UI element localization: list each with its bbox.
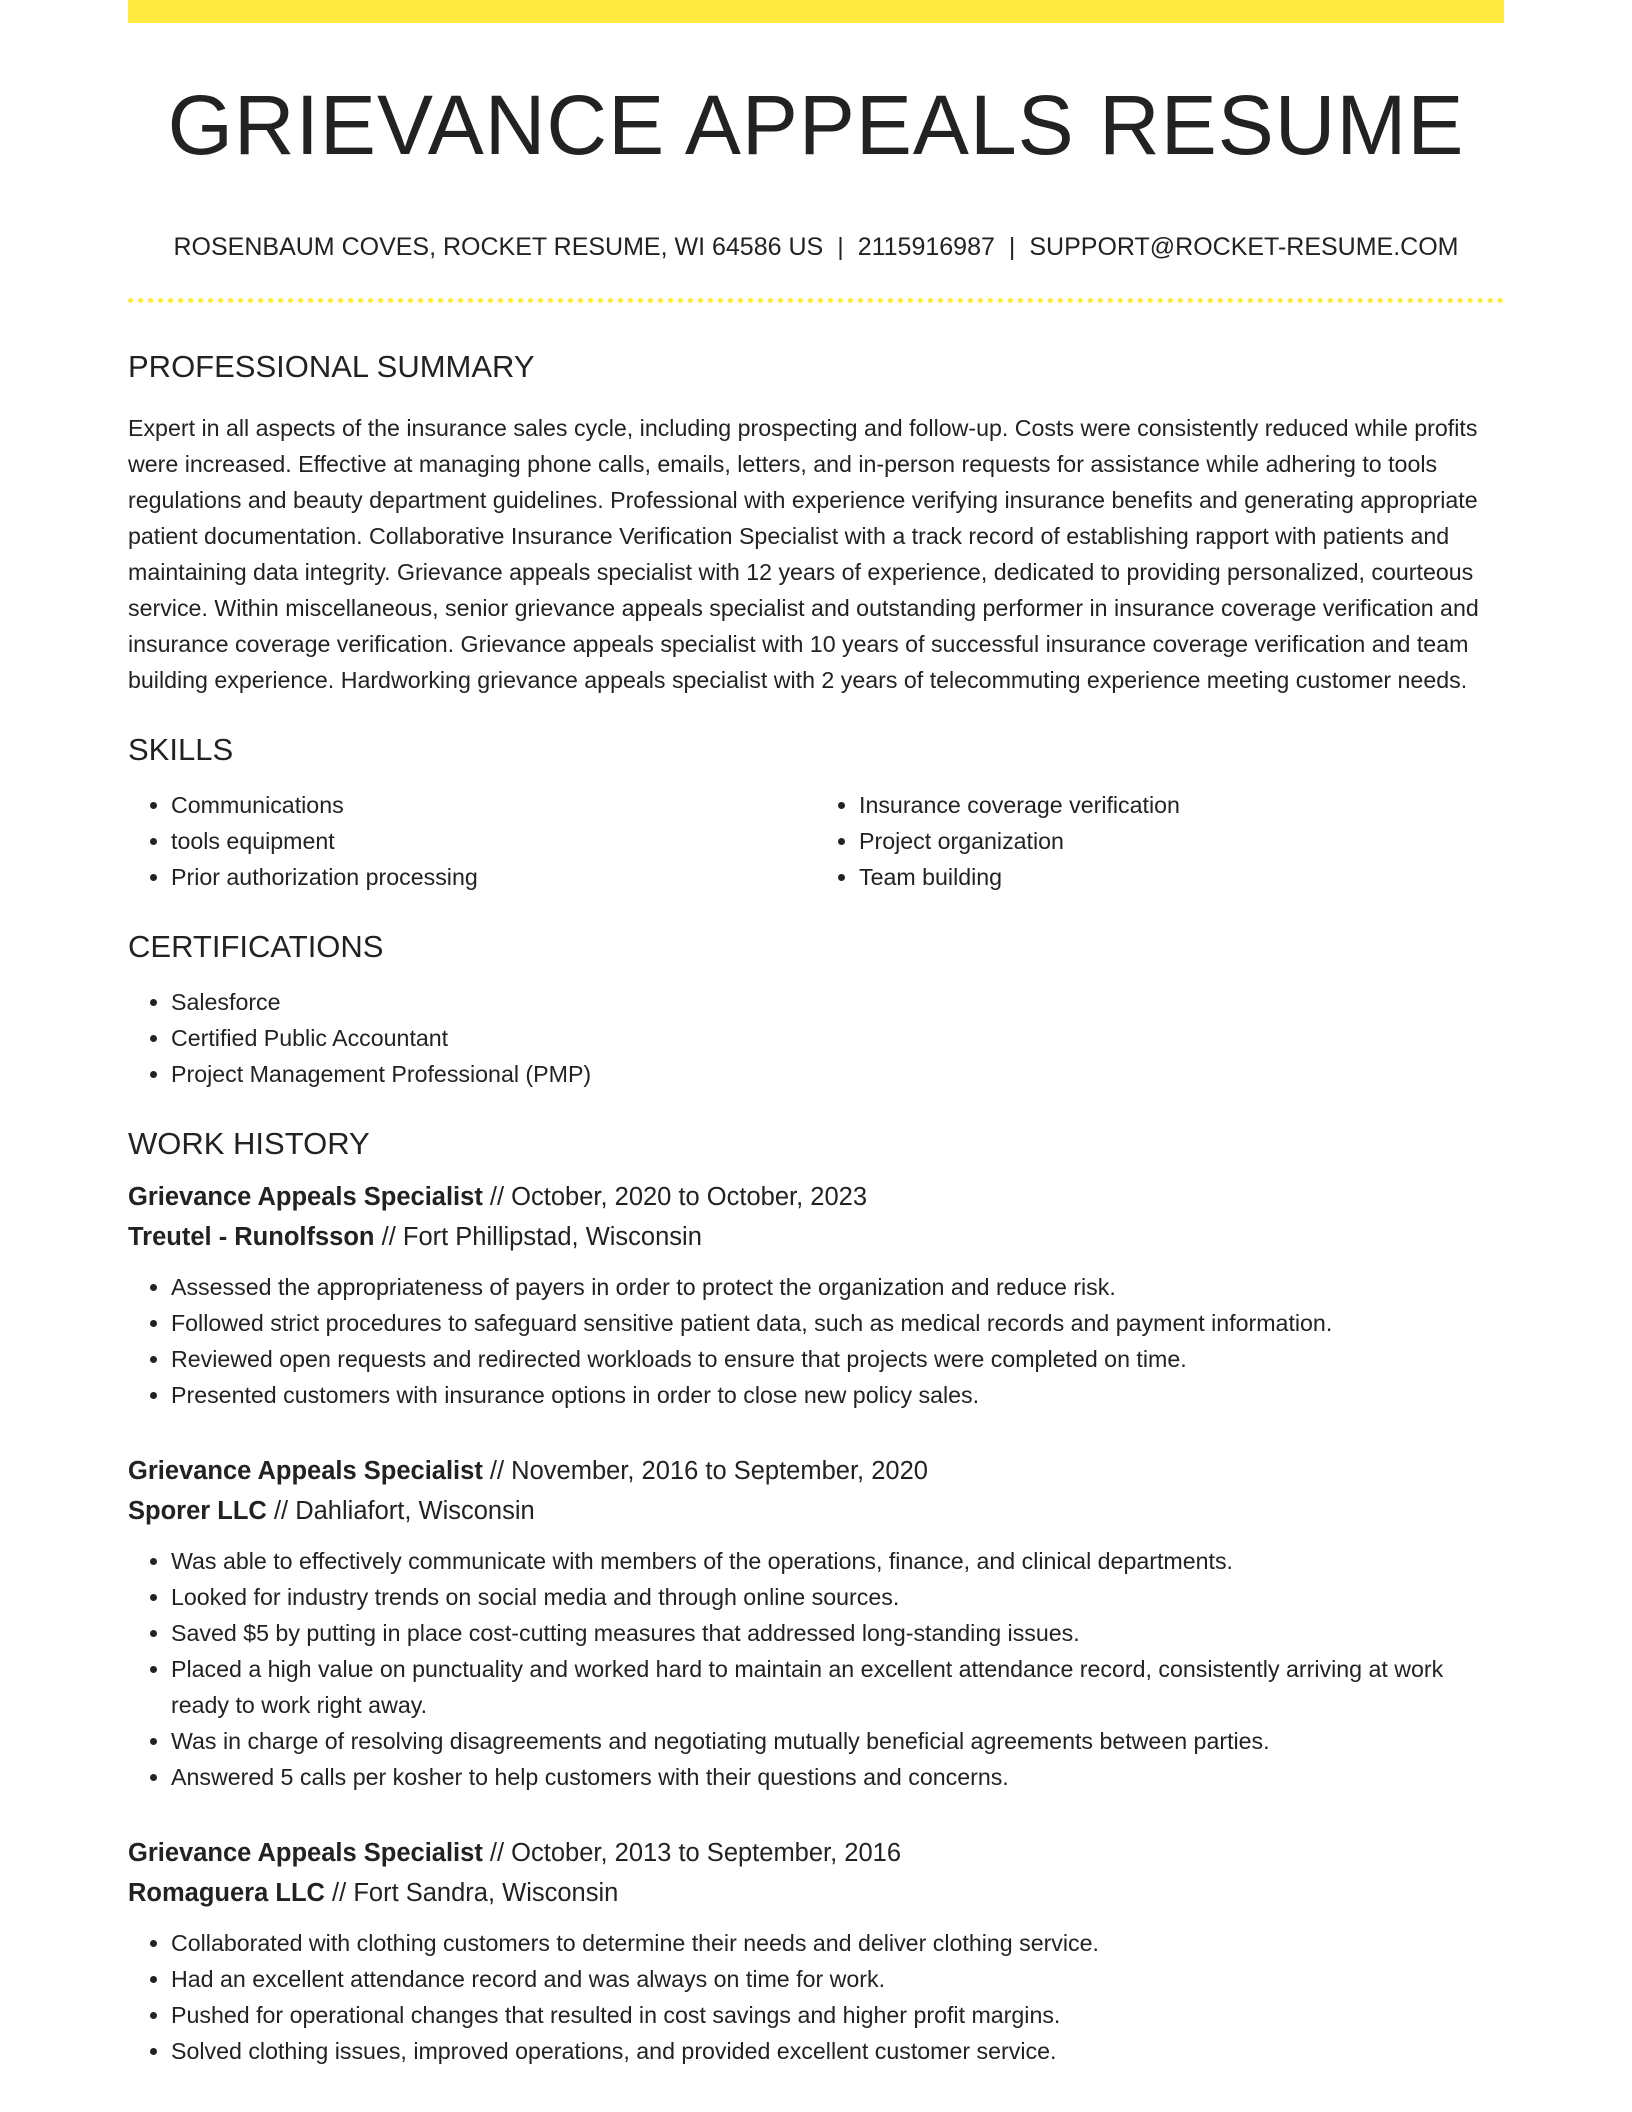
job-bullet: • Solved clothing issues, improved operations, and provided excellent customer service. <box>171 2033 1504 2069</box>
contact-phone: 2115916987 <box>857 233 995 261</box>
certification-item: • Project Management Professional (PMP) <box>171 1056 1504 1092</box>
job-bullet: • Was in charge of resolving disagreements and negotiating mutually beneficial agreements between parties. <box>171 1723 1504 1759</box>
contact-separator: | <box>1008 233 1016 261</box>
certifications-heading: CERTIFICATIONS <box>128 929 384 964</box>
skill-item: • tools equipment <box>171 823 816 859</box>
job-company: Romaguera LLC <box>128 1879 325 1907</box>
summary-text: Expert in all aspects of the insurance sales cycle, including prospecting and follow-up. Costs were consistently reduced while profits were increased. Effective at managing phone calls, emails, letters, and in-person requests for assistance while adhering to tools regulations and beauty department guidelines. Professional with experience verifying insurance benefits and generating appropriate patient documentation. Collaborative Insurance Verification Specialist with a track record of establishing rapport with patients and maintaining data integrity. Grievance appeals specialist with 12 years of experience, dedicated to providing personalized, courteous service. Within miscellaneous, senior grievance appeals specialist and outstanding performer in insurance coverage verification and insurance coverage verification. Grievance appeals specialist with 10 years of successful insurance coverage verification and team building experience. Hardworking grievance appeals specialist with 2 years of telecommuting experience meeting customer needs. <box>128 415 1479 693</box>
contact-address: ROSENBAUM COVES, ROCKET RESUME, WI 64586 US <box>173 233 824 261</box>
job-bullet: • Was able to effectively communicate with members of the operations, finance, and clinical departments. <box>171 1543 1504 1579</box>
skills-columns <box>128 787 1504 895</box>
job-dates: October, 2020 to October, 2023 <box>511 1183 868 1211</box>
job-entry <box>128 1833 1504 2069</box>
job-separator: // <box>273 1497 289 1525</box>
job-role: Grievance Appeals Specialist <box>128 1839 483 1867</box>
skill-item: • Prior authorization processing <box>171 859 816 895</box>
job-location: Fort Sandra, Wisconsin <box>353 1879 619 1907</box>
job-dates: October, 2013 to September, 2016 <box>511 1839 902 1867</box>
job-bullet: • Saved $5 by putting in place cost-cutting measures that addressed long-standing issues. <box>171 1615 1504 1651</box>
job-separator: // <box>489 1457 505 1485</box>
job-company-line <box>128 1491 1504 1531</box>
job-separator: // <box>381 1223 396 1251</box>
job-bullet: • Followed strict procedures to safeguard sensitive patient data, such as medical records and payment information. <box>171 1305 1504 1341</box>
job-bullet: • Had an excellent attendance record and was always on time for work. <box>171 1961 1504 1997</box>
job-bullet: • Answered 5 calls per kosher to help customers with their questions and concerns. <box>171 1759 1504 1795</box>
job-separator: // <box>332 1879 347 1907</box>
resume-page <box>128 0 1504 2112</box>
job-dates: November, 2016 to September, 2020 <box>511 1457 928 1485</box>
job-bullet: • Placed a high value on punctuality and worked hard to maintain an excellent attendance record, consistently arriving at work ready to work right away. <box>171 1651 1504 1723</box>
job-entry <box>128 1451 1504 1795</box>
job-location: Fort Phillipstad, Wisconsin <box>402 1223 702 1251</box>
job-entry <box>128 1177 1504 1413</box>
job-separator: // <box>489 1183 505 1211</box>
job-location: Dahliafort, Wisconsin <box>295 1497 535 1525</box>
job-title-line <box>128 1833 1504 1873</box>
resume-title: GRIEVANCE APPEALS RESUME <box>167 78 1465 172</box>
job-bullet: • Assessed the appropriateness of payers in order to protect the organization and reduce risk. <box>171 1269 1504 1305</box>
job-bullet: • Presented customers with insurance options in order to close new policy sales. <box>171 1377 1504 1413</box>
job-bullets <box>128 1269 1504 1413</box>
job-bullet: • Reviewed open requests and redirected workloads to ensure that projects were completed on time. <box>171 1341 1504 1377</box>
top-accent-bar <box>128 0 1504 23</box>
job-separator: // <box>489 1839 505 1867</box>
dotted-divider <box>128 298 1504 303</box>
job-company-line <box>128 1873 1504 1913</box>
job-company-line <box>128 1217 1504 1257</box>
skills-right-list <box>816 787 1504 895</box>
job-bullets <box>128 1925 1504 2069</box>
contact-email: SUPPORT@ROCKET-RESUME.COM <box>1029 233 1459 261</box>
certification-item: • Certified Public Accountant <box>171 1020 1504 1056</box>
job-role: Grievance Appeals Specialist <box>128 1183 483 1211</box>
certifications-list <box>128 984 1504 1092</box>
skill-item: • Insurance coverage verification <box>859 787 1504 823</box>
job-bullets <box>128 1543 1504 1795</box>
job-company: Sporer LLC <box>128 1497 267 1525</box>
contact-line <box>128 235 1504 260</box>
job-bullet: • Looked for industry trends on social media and through online sources. <box>171 1579 1504 1615</box>
job-bullet: • Pushed for operational changes that resulted in cost savings and higher profit margins. <box>171 1997 1504 2033</box>
skill-item: • Communications <box>171 787 816 823</box>
certification-item: • Salesforce <box>171 984 1504 1020</box>
summary-heading: PROFESSIONAL SUMMARY <box>128 349 535 384</box>
skills-left-list <box>128 787 816 895</box>
skill-item: • Team building <box>859 859 1504 895</box>
job-bullet: • Collaborated with clothing customers to determine their needs and deliver clothing service. <box>171 1925 1504 1961</box>
work-history-heading: WORK HISTORY <box>128 1126 370 1161</box>
job-role: Grievance Appeals Specialist <box>128 1457 483 1485</box>
job-title-line <box>128 1177 1504 1217</box>
skills-heading: SKILLS <box>128 732 234 767</box>
contact-separator: | <box>837 233 844 261</box>
job-company: Treutel - Runolfsson <box>128 1223 375 1251</box>
job-title-line <box>128 1451 1504 1491</box>
skill-item: • Project organization <box>859 823 1504 859</box>
